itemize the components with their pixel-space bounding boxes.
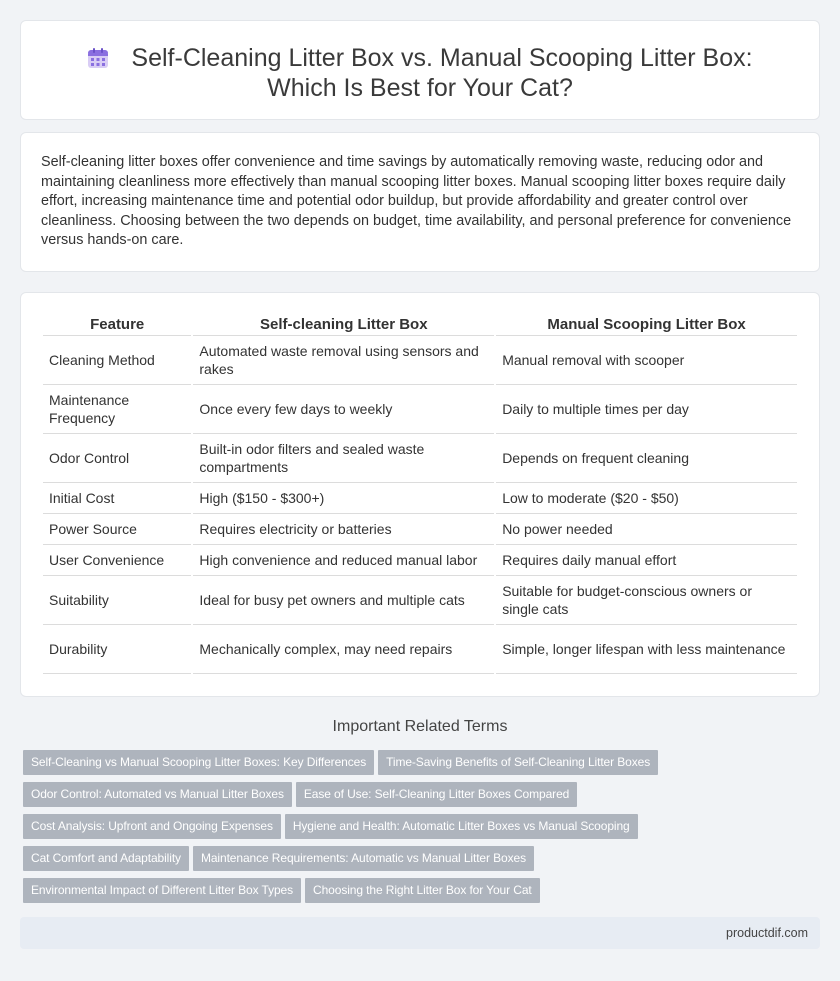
comparison-table [41, 313, 799, 674]
tag-row [23, 878, 823, 910]
self-cleaning-cell: Ideal for busy pet owners and multiple cats [193, 576, 494, 625]
manual-scooping-cell: Depends on frequent cleaning [496, 434, 797, 483]
related-term-tag[interactable]: Odor Control: Automated vs Manual Litter Boxes [23, 782, 292, 807]
page-title-block [21, 43, 819, 103]
related-term-tag[interactable]: Cost Analysis: Upfront and Ongoing Expenses [23, 814, 281, 839]
footer [20, 917, 820, 949]
self-cleaning-cell: Requires electricity or batteries [193, 514, 494, 545]
related-term-tag[interactable]: Maintenance Requirements: Automatic vs Manual Litter Boxes [193, 846, 534, 871]
manual-scooping-cell: No power needed [496, 514, 797, 545]
tag-row [23, 782, 823, 814]
header-card [20, 20, 820, 120]
feature-cell: Cleaning Method [43, 336, 191, 385]
calendar-icon [87, 47, 109, 69]
table-row [43, 514, 797, 545]
related-term-tag[interactable]: Environmental Impact of Different Litter Box Types [23, 878, 301, 903]
related-term-tag[interactable]: Time-Saving Benefits of Self-Cleaning Litter Boxes [378, 750, 658, 775]
feature-cell: Maintenance Frequency [43, 385, 191, 434]
related-term-tag[interactable]: Self-Cleaning vs Manual Scooping Litter Boxes: Key Differences [23, 750, 374, 775]
related-terms-tags [23, 750, 823, 910]
self-cleaning-cell: Built-in odor filters and sealed waste compartments [193, 434, 494, 483]
manual-scooping-cell: Daily to multiple times per day [496, 385, 797, 434]
manual-scooping-cell: Requires daily manual effort [496, 545, 797, 576]
table-row [43, 625, 797, 674]
feature-cell: Power Source [43, 514, 191, 545]
feature-cell: Initial Cost [43, 483, 191, 514]
self-cleaning-cell: Once every few days to weekly [193, 385, 494, 434]
related-term-tag[interactable]: Cat Comfort and Adaptability [23, 846, 189, 871]
column-header-feature: Feature [43, 313, 191, 336]
self-cleaning-cell: Mechanically complex, may need repairs [193, 625, 494, 674]
summary-card [20, 132, 820, 272]
column-header-self-cleaning: Self-cleaning Litter Box [193, 313, 494, 336]
table-row [43, 576, 797, 625]
related-terms-heading: Important Related Terms [332, 718, 508, 735]
manual-scooping-cell: Manual removal with scooper [496, 336, 797, 385]
self-cleaning-cell: Automated waste removal using sensors and rakes [193, 336, 494, 385]
related-term-tag[interactable]: Hygiene and Health: Automatic Litter Boxes vs Manual Scooping [285, 814, 638, 839]
comparison-table-card [20, 292, 820, 697]
tag-row [23, 846, 823, 878]
table-row [43, 336, 797, 385]
tag-row [23, 814, 823, 846]
column-header-manual-scooping: Manual Scooping Litter Box [496, 313, 797, 336]
summary-text: Self-cleaning litter boxes offer convenience and time savings by automatically removing waste, reducing odor and maintaining cleanliness more effectively than manual scooping litter boxes. Manual scooping litter boxes require daily effort, increasing maintenance time and potential odor buildup, but provide affordability and greater control over cleanliness. Choosing between the two depends on budget, time availability, and personal preference for convenience versus hands-on care. [41, 154, 792, 248]
table-row [43, 483, 797, 514]
manual-scooping-cell: Suitable for budget-conscious owners or single cats [496, 576, 797, 625]
self-cleaning-cell: High convenience and reduced manual labor [193, 545, 494, 576]
table-row [43, 434, 797, 483]
page-title: Self-Cleaning Litter Box vs. Manual Scooping Litter Box: Which Is Best for Your Cat? [131, 44, 753, 102]
manual-scooping-cell: Simple, longer lifespan with less maintenance [496, 625, 797, 674]
related-term-tag[interactable]: Ease of Use: Self-Cleaning Litter Boxes Compared [296, 782, 577, 807]
tag-row [23, 750, 823, 782]
related-term-tag[interactable]: Choosing the Right Litter Box for Your Cat [305, 878, 540, 903]
table-header-row [43, 313, 797, 336]
footer-site-link[interactable]: productdif.com [726, 926, 808, 940]
feature-cell: Suitability [43, 576, 191, 625]
table-row [43, 385, 797, 434]
feature-cell: User Convenience [43, 545, 191, 576]
table-row [43, 545, 797, 576]
manual-scooping-cell: Low to moderate ($20 - $50) [496, 483, 797, 514]
feature-cell: Odor Control [43, 434, 191, 483]
feature-cell: Durability [43, 625, 191, 674]
self-cleaning-cell: High ($150 - $300+) [193, 483, 494, 514]
